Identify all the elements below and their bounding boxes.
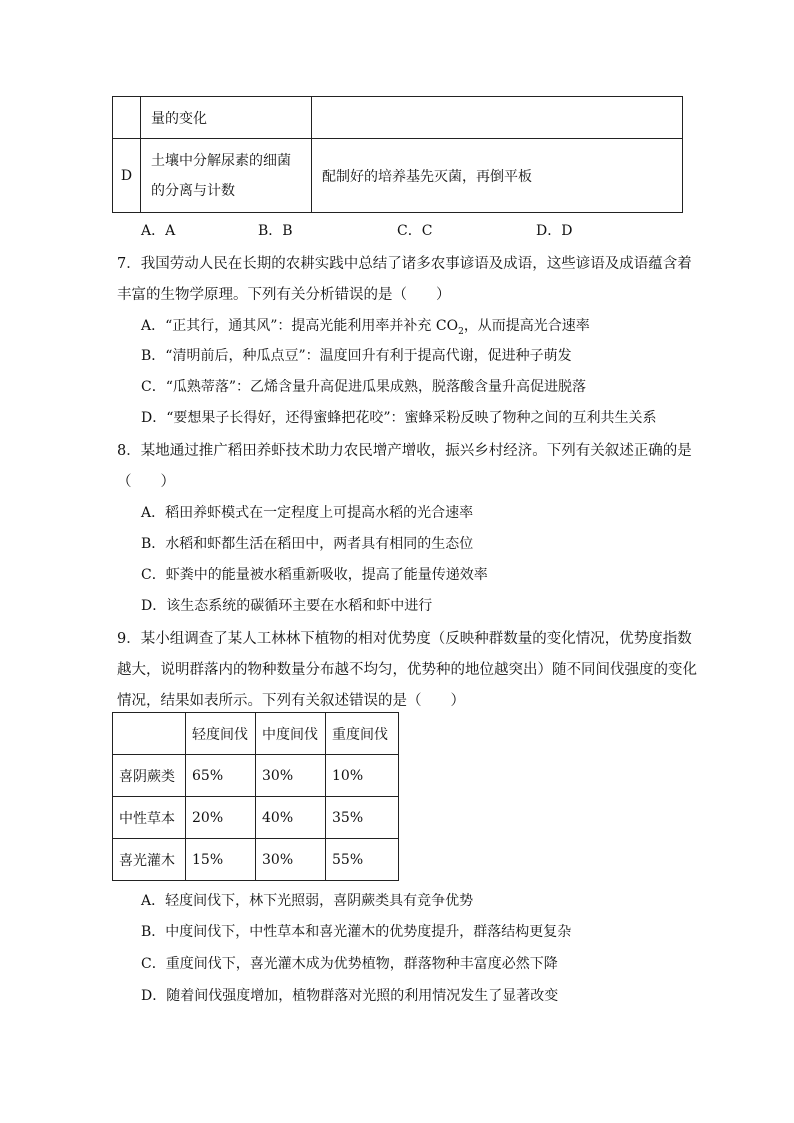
q6-table <box>112 96 683 213</box>
q9-stem: 9．某小组调查了某人工林林下植物的相对优势度（反映种群数量的变化情况，优势度指数 <box>117 631 692 647</box>
table-cell: 55% <box>326 839 399 881</box>
table-row <box>113 97 683 139</box>
q9-option-d: D．随着间伐强度增加，植物群落对光照的利用情况发生了显著改变 <box>141 988 559 1004</box>
table-cell: 15% <box>186 839 256 881</box>
q9-option-a: A．轻度间伐下，林下光照弱，喜阴蕨类具有竞争优势 <box>141 893 474 909</box>
table-header-cell: 重度间伐 <box>326 713 399 755</box>
q8-option-d: D．该生态系统的碳循环主要在水稻和虾中进行 <box>141 598 433 614</box>
q8-stem: 8．某地通过推广稻田养虾技术助力农民增产增收，振兴乡村经济。下列有关叙述正确的是 <box>117 443 692 459</box>
table-cell: 30% <box>256 839 326 881</box>
q8-stem: （ ） <box>117 474 175 490</box>
table-row <box>113 139 683 213</box>
q9-option-b: B．中度间伐下，中性草本和喜光灌木的优势度提升，群落结构更复杂 <box>141 924 572 940</box>
row-method: 配制好的培养基先灭菌，再倒平板 <box>312 139 683 213</box>
table-cell: 20% <box>186 797 256 839</box>
table-cell: 喜阴蕨类 <box>113 755 186 797</box>
q8-option-b: B．水稻和虾都生活在稻田中，两者具有相同的生态位 <box>141 536 474 552</box>
row-item <box>141 139 312 213</box>
row-letter <box>113 97 141 139</box>
table-cell: 40% <box>256 797 326 839</box>
q6-option-a: A．A <box>141 223 176 239</box>
q9-stem: 越大，说明群落内的物种数量分布越不均匀，优势种的地位越突出）随不同间伐强度的变化 <box>117 662 697 678</box>
row-item-line: 土壤中分解尿素的细菌 <box>151 152 291 169</box>
table-cell: 35% <box>326 797 399 839</box>
table-cell: 中性草本 <box>113 797 186 839</box>
q7-option-c: C．“瓜熟蒂落”：乙烯含量升高促进瓜果成熟，脱落酸含量升高促进脱落 <box>141 379 587 395</box>
q6-option-d: D．D <box>536 223 573 239</box>
q7-option-b: B．“清明前后，种瓜点豆”：温度回升有利于提高代谢，促进种子萌发 <box>141 348 572 364</box>
q9-option-c: C．重度间伐下，喜光灌木成为优势植物，群落物种丰富度必然下降 <box>141 956 558 972</box>
q8-option-c: C．虾粪中的能量被水稻重新吸收，提高了能量传递效率 <box>141 567 488 583</box>
q9-table <box>112 712 399 881</box>
table-cell: 10% <box>326 755 399 797</box>
table-row <box>113 797 399 839</box>
row-letter: D <box>113 139 141 213</box>
table-cell: 30% <box>256 755 326 797</box>
table-row <box>113 839 399 881</box>
table-cell: 喜光灌木 <box>113 839 186 881</box>
q7-stem: 7．我国劳动人民在长期的农耕实践中总结了诸多农事谚语及成语，这些谚语及成语蕴含着 <box>117 256 692 272</box>
q7-option-d: D．“要想果子长得好，还得蜜蜂把花咬”：蜜蜂采粉反映了物种之间的互利共生关系 <box>141 410 657 426</box>
table-header-row <box>113 713 399 755</box>
table-row <box>113 755 399 797</box>
row-item-line: 的分离与计数 <box>151 182 235 199</box>
q6-option-b: B．B <box>258 223 293 239</box>
table-header-cell <box>113 713 186 755</box>
row-item: 量的变化 <box>141 97 312 139</box>
q7-option-a: A．“正其行，通其风”：提高光能利用率并补充 $CO_2$，从而提高光合速率 <box>141 318 590 337</box>
table-cell: 65% <box>186 755 256 797</box>
table-header-cell: 轻度间伐 <box>186 713 256 755</box>
q8-option-a: A．稻田养虾模式在一定程度上可提高水稻的光合速率 <box>141 505 474 521</box>
table-header-cell: 中度间伐 <box>256 713 326 755</box>
row-method <box>312 97 683 139</box>
q6-option-c: C．C <box>397 223 433 239</box>
q9-stem: 情况，结果如表所示。下列有关叙述错误的是（ ） <box>117 693 465 709</box>
q7-stem: 丰富的生物学原理。下列有关分析错误的是（ ） <box>117 287 451 303</box>
